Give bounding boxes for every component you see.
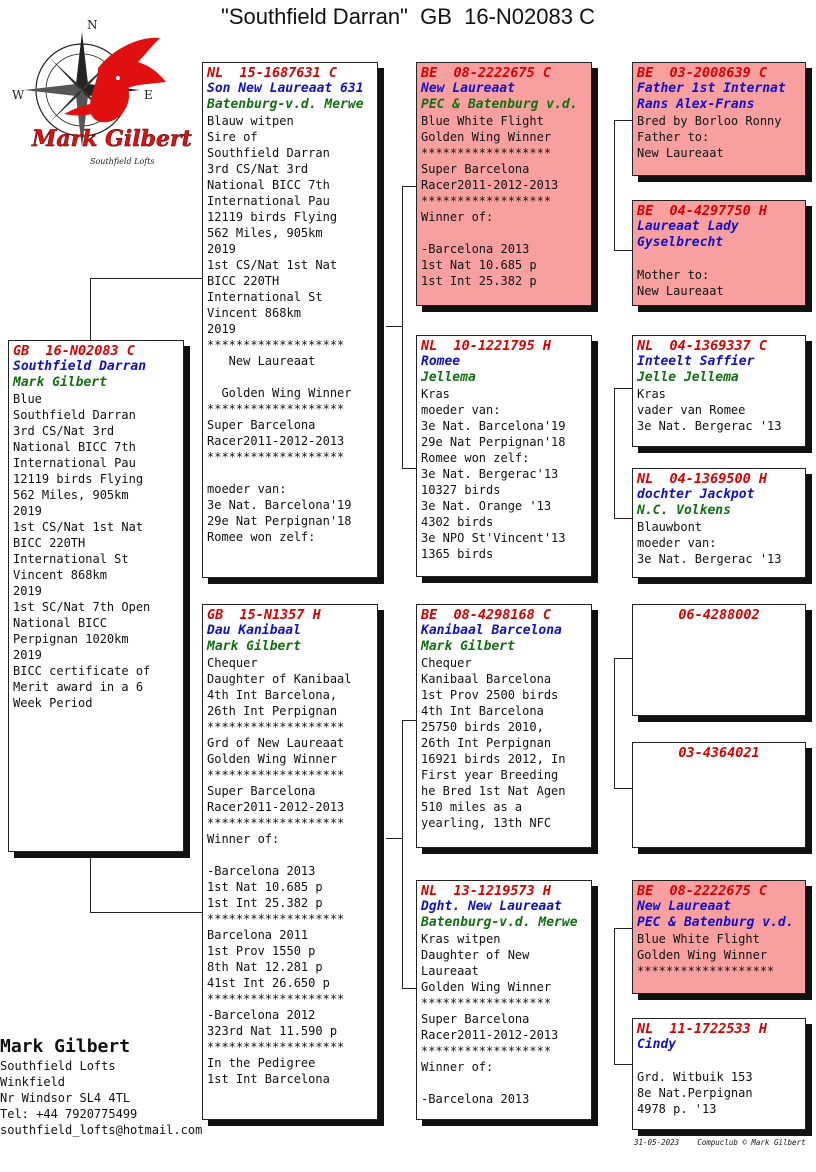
info-line: vader van Romee — [637, 403, 746, 417]
info-line: Super Barcelona — [421, 1012, 530, 1026]
info-line: 8th Nat 12.281 p — [207, 960, 323, 974]
info-line: 4th Int Barcelona — [421, 704, 544, 718]
info-line: Grd. Witbuik 153 — [637, 1070, 753, 1084]
info-line: ****************** — [421, 1044, 552, 1058]
pedigree-box-ggp — [632, 604, 806, 716]
info-line: ****************** — [421, 194, 552, 208]
info-line: Kras witpen — [421, 932, 501, 946]
info-line: Grd of New Laureaat — [207, 736, 345, 750]
info-line: 3e Nat. Bergerac '13 — [637, 419, 782, 433]
info-line: ******************* — [207, 338, 345, 352]
connector-line — [614, 788, 632, 789]
info-line: 4th Int Barcelona, — [207, 688, 338, 702]
connector-line — [614, 388, 615, 518]
info-line: National BICC — [13, 616, 107, 630]
breeder-name: Jellema — [421, 370, 476, 385]
info-line: First year Breeding — [421, 768, 559, 782]
info-line: Blue White Flight — [637, 932, 760, 946]
info-line: Super Barcelona — [421, 162, 530, 176]
pigeon-name: New Laureaat — [421, 81, 515, 96]
info-line: -Barcelona 2012 — [207, 1008, 316, 1022]
info-line: ******************* — [207, 816, 345, 830]
pigeon-name: Kanibaal Barcelona — [421, 623, 562, 638]
info-line: 562 Miles, 905km — [13, 488, 129, 502]
info-line: moeder van: — [637, 536, 717, 550]
ring-number: NL 11-1722533 H — [637, 1021, 768, 1037]
info-line: Winner of: — [207, 832, 280, 846]
pedigree-box-ggp — [632, 62, 806, 176]
connector-line — [614, 658, 615, 788]
pigeon-name-continued: Rans Alex-Frans — [637, 97, 755, 112]
info-line: Southfield Darran — [207, 146, 330, 160]
ring-number: BE 04-4297750 H — [637, 203, 768, 219]
info-line: yearling, 13th NFC — [421, 816, 552, 830]
info-line: 323rd Nat 11.590 p — [207, 1024, 338, 1038]
info-line: Super Barcelona — [207, 784, 316, 798]
info-line: International St — [207, 290, 323, 304]
ring-number: 06-4288002 — [678, 607, 760, 623]
ring-number: GB 15-N1357 H — [207, 607, 321, 623]
breeder-name: Batenburg-v.d. Merwe — [421, 915, 578, 930]
info-line: 562 Miles, 905km — [207, 226, 323, 240]
info-line: 41st Int 26.650 p — [207, 976, 330, 990]
info-line: 1st Prov 2500 birds — [421, 688, 559, 702]
info-line: Vincent 868km — [13, 568, 107, 582]
pedigree-box-sire — [202, 62, 378, 578]
info-line: moeder van: — [421, 403, 501, 417]
info-line: Week Period — [13, 696, 93, 710]
connector-line — [614, 250, 632, 251]
info-line: ******************* — [637, 964, 775, 978]
pedigree-box-ggp — [632, 1018, 806, 1130]
info-line: 1365 birds — [421, 547, 494, 561]
logo-sub-text: Southfield Lofts — [90, 157, 155, 166]
footer-credit: 31-05-2023 Compuclub © Mark Gilbert — [634, 1138, 806, 1147]
pigeon-name: dochter Jackpot — [637, 487, 755, 502]
info-line: Kanibaal Barcelona — [421, 672, 552, 686]
pigeon-name: Romee — [421, 354, 461, 369]
info-line: Laureaat — [421, 964, 479, 978]
info-line: Racer2011-2012-2013 — [207, 800, 345, 814]
connector-line — [614, 388, 632, 389]
breeder-name: N.C. Volkens — [637, 503, 731, 518]
pedigree-box-dam-dam — [416, 880, 592, 1120]
info-line: Golden Wing Winner — [421, 980, 552, 994]
info-line: Bred by Borloo Ronny — [637, 114, 782, 128]
pigeon-name-continued: PEC & Batenburg v.d. — [637, 915, 794, 930]
ring-number: 03-4364021 — [678, 745, 760, 761]
ring-number: NL 15-1687631 C — [207, 65, 338, 81]
info-line: Kras — [637, 387, 666, 401]
info-line: 1st Prov 1550 p — [207, 944, 316, 958]
info-line: Chequer — [421, 656, 472, 670]
info-line: 2019 — [207, 242, 236, 256]
ring-number: BE 08-4298168 C — [421, 607, 552, 623]
info-line — [207, 369, 373, 385]
info-line — [207, 847, 373, 863]
info-line: Mother to: — [637, 268, 710, 282]
info-line: ******************* — [207, 720, 345, 734]
owner-line: Winkfield — [0, 1075, 66, 1089]
connector-line — [90, 278, 91, 340]
info-line: Winner of: — [421, 1060, 494, 1074]
info-line: Golden Wing Winner — [421, 130, 552, 144]
owner-line: Tel: +44 7920775499 — [0, 1107, 138, 1121]
pedigree-box-dam — [202, 604, 378, 1120]
info-line: 29e Nat Perpignan'18 — [207, 514, 352, 528]
info-line: 8e Nat.Perpignan — [637, 1086, 753, 1100]
connector-line — [402, 186, 403, 469]
connector-line — [386, 326, 402, 327]
pigeon-name: Son New Laureaat 631 — [207, 81, 364, 96]
connector-line — [90, 912, 203, 913]
info-line — [421, 225, 587, 241]
info-line: National BICC 7th — [207, 178, 330, 192]
info-line: Racer2011-2012-2013 — [421, 1028, 559, 1042]
info-line: 3e Nat. Bergerac'13 — [421, 467, 559, 481]
info-line: 1st CS/Nat 1st Nat — [13, 520, 144, 534]
compass-n-label: N — [87, 18, 98, 32]
breeder-name: Jelle Jellema — [637, 370, 739, 385]
owner-name: Mark Gilbert — [0, 1036, 131, 1057]
pedigree-box-dam-sire — [416, 604, 592, 848]
info-line: ******************* — [207, 1040, 345, 1054]
info-line: 3rd CS/Nat 3rd — [207, 162, 309, 176]
info-line: Perpignan 1020km — [13, 632, 129, 646]
info-line: International Pau — [207, 194, 330, 208]
info-line: Vincent 868km — [207, 306, 301, 320]
info-line: BICC certificate of — [13, 664, 151, 678]
info-line: Romee won zelf: — [207, 530, 316, 544]
info-line: Father to: — [637, 130, 710, 144]
info-line: In the Pedigree — [207, 1056, 316, 1070]
breeder-name: Mark Gilbert — [421, 639, 515, 654]
pigeon-name: Dau Kanibaal — [207, 623, 301, 638]
pigeon-name-continued: Gyselbrecht — [637, 235, 724, 250]
info-line: Blauwbont — [637, 520, 703, 534]
info-line: he Bred 1st Nat Agen — [421, 784, 566, 798]
info-line: 26th Int Perpignan — [421, 736, 552, 750]
ring-number: BE 08-2222675 C — [421, 65, 552, 81]
connector-line — [614, 120, 615, 250]
info-line: ******************* — [207, 450, 345, 464]
info-line: 2019 — [13, 648, 42, 662]
connector-line — [402, 186, 417, 187]
info-line: International Pau — [13, 456, 136, 470]
breeder-name: PEC & Batenburg v.d. — [421, 97, 578, 112]
pigeon-name: New Laureaat — [637, 899, 731, 914]
info-line: 4978 p. '13 — [637, 1102, 717, 1116]
info-line: BICC 220TH — [13, 536, 86, 550]
pigeon-name: Inteelt Saffier — [637, 354, 755, 369]
info-line: Racer2011-2012-2013 — [207, 434, 345, 448]
info-line: 2019 — [13, 584, 42, 598]
info-line: 1st CS/Nat 1st Nat — [207, 258, 338, 272]
info-line: Racer2011-2012-2013 — [421, 178, 559, 192]
connector-line — [386, 838, 402, 839]
info-line: -Barcelona 2013 — [421, 242, 530, 256]
pigeon-name: Southfield Darran — [13, 359, 147, 374]
info-line: 3e NPO St'Vincent'13 — [421, 531, 566, 545]
info-line: BICC 220TH — [207, 274, 280, 288]
info-line: Golden Wing Winner — [637, 948, 768, 962]
connector-line — [614, 928, 615, 1064]
connector-line — [402, 988, 417, 989]
connector-line — [90, 278, 203, 279]
info-line: 29e Nat Perpignan'18 — [421, 435, 566, 449]
info-line: -Barcelona 2013 — [421, 1092, 530, 1106]
breeder-name: Mark Gilbert — [13, 375, 107, 390]
info-line — [637, 251, 801, 267]
ring-number: NL 04-1369500 H — [637, 471, 768, 487]
info-line: 1st Int Barcelona — [207, 1072, 330, 1086]
info-line: 4302 birds — [421, 515, 494, 529]
breeder-name: Batenburg-v.d. Merwe — [207, 97, 364, 112]
pedigree-box-sire-sire — [416, 62, 592, 306]
info-line: 1st SC/Nat 7th Open — [13, 600, 151, 614]
info-line: Daughter of New — [421, 948, 530, 962]
info-line: 1st Nat 10.685 p — [207, 880, 323, 894]
ring-number: NL 04-1369337 C — [637, 338, 768, 354]
owner-line: Southfield Lofts — [0, 1059, 116, 1073]
info-line: Daughter of Kanibaal — [207, 672, 352, 686]
info-line: Kras — [421, 387, 450, 401]
connector-line — [402, 720, 403, 988]
pigeon-name: Cindy — [637, 1037, 677, 1052]
logo-brand-text: Mark Gilbert — [32, 126, 192, 152]
info-line: Super Barcelona — [207, 418, 316, 432]
info-line: 26th Int Perpignan — [207, 704, 338, 718]
info-line — [421, 1075, 587, 1091]
info-line: Southfield Darran — [13, 408, 136, 422]
compass-w-label: W — [12, 88, 25, 102]
info-line: 3e Nat. Bergerac '13 — [637, 552, 782, 566]
info-line — [637, 1053, 801, 1069]
info-line: ****************** — [421, 146, 552, 160]
owner-info — [0, 1036, 210, 1138]
info-line: Blauw witpen — [207, 114, 294, 128]
ring-number: GB 16-N02083 C — [13, 343, 135, 359]
info-line: ******************* — [207, 402, 345, 416]
info-line: moeder van: — [207, 482, 287, 496]
breeder-name: Mark Gilbert — [207, 639, 301, 654]
pedigree-box-ggp — [632, 468, 806, 578]
info-line: 2019 — [207, 322, 236, 336]
pedigree-box-ggp — [632, 742, 806, 848]
connector-line — [614, 1064, 632, 1065]
info-line: 10327 birds — [421, 483, 501, 497]
ring-number: BE 03-2008639 C — [637, 65, 768, 81]
info-line: -Barcelona 2013 — [207, 864, 316, 878]
connector-line — [614, 120, 632, 121]
pigeon-name: Laureaat Lady — [637, 219, 739, 234]
info-line: 16921 birds 2012, In — [421, 752, 566, 766]
page-title: "Southfield Darran" GB 16-N02083 C — [221, 4, 595, 29]
info-line: Merit award in a 6 — [13, 680, 144, 694]
connector-line — [614, 658, 632, 659]
info-line: ****************** — [421, 996, 552, 1010]
compass-logo-icon — [10, 18, 192, 173]
info-line: Golden Wing Winner — [207, 752, 338, 766]
info-line — [207, 465, 373, 481]
info-line: Chequer — [207, 656, 258, 670]
pedigree-box-ggp — [632, 880, 806, 994]
info-line: New Laureaat — [637, 284, 724, 298]
info-line: 3e Nat. Barcelona'19 — [207, 498, 352, 512]
info-line: 12119 birds Flying — [207, 210, 338, 224]
info-line: 2019 — [13, 504, 42, 518]
info-line: 1st Int 25.382 p — [207, 896, 323, 910]
info-line: 1st Nat 10.685 p — [421, 258, 537, 272]
connector-line — [90, 856, 91, 912]
info-line: ******************* — [207, 992, 345, 1006]
ring-number: NL 10-1221795 H — [421, 338, 552, 354]
connector-line — [402, 720, 417, 721]
pedigree-box-ggp — [632, 335, 806, 447]
ring-number: NL 13-1219573 H — [421, 883, 552, 899]
pigeon-name: Dght. New Laureaat — [421, 899, 562, 914]
connector-line — [402, 468, 417, 469]
owner-email: southfield_lofts@hotmail.com — [0, 1123, 203, 1137]
ring-number: BE 08-2222675 C — [637, 883, 768, 899]
connector-line — [614, 518, 632, 519]
pedigree-box-subject — [8, 340, 184, 852]
info-line: 510 miles as a — [421, 800, 523, 814]
info-line: 3rd CS/Nat 3rd — [13, 424, 115, 438]
info-line: New Laureaat — [207, 354, 316, 368]
pigeon-name: Father 1st Internat — [637, 81, 786, 96]
info-line: 25750 birds 2010, — [421, 720, 544, 734]
info-line: ******************* — [207, 912, 345, 926]
pedigree-box-ggp — [632, 200, 806, 306]
compass-e-label: E — [144, 88, 153, 102]
info-line: 3e Nat. Orange '13 — [421, 499, 552, 513]
info-line: 1st Int 25.382 p — [421, 274, 537, 288]
info-line: Blue White Flight — [421, 114, 544, 128]
connector-line — [614, 928, 632, 929]
owner-line: Nr Windsor SL4 4TL — [0, 1091, 131, 1105]
info-line: Barcelona 2011 — [207, 928, 309, 942]
info-line: New Laureaat — [637, 146, 724, 160]
pedigree-box-sire-dam — [416, 335, 592, 577]
info-line: 3e Nat. Barcelona'19 — [421, 419, 566, 433]
info-line: Romee won zelf: — [421, 451, 530, 465]
info-line: Golden Wing Winner — [207, 386, 352, 400]
info-line: Sire of — [207, 130, 258, 144]
info-line: 12119 birds Flying — [13, 472, 144, 486]
info-line: National BICC 7th — [13, 440, 136, 454]
info-line: ******************* — [207, 768, 345, 782]
info-line: Winner of: — [421, 210, 494, 224]
info-line: Blue — [13, 392, 42, 406]
info-line: International St — [13, 552, 129, 566]
